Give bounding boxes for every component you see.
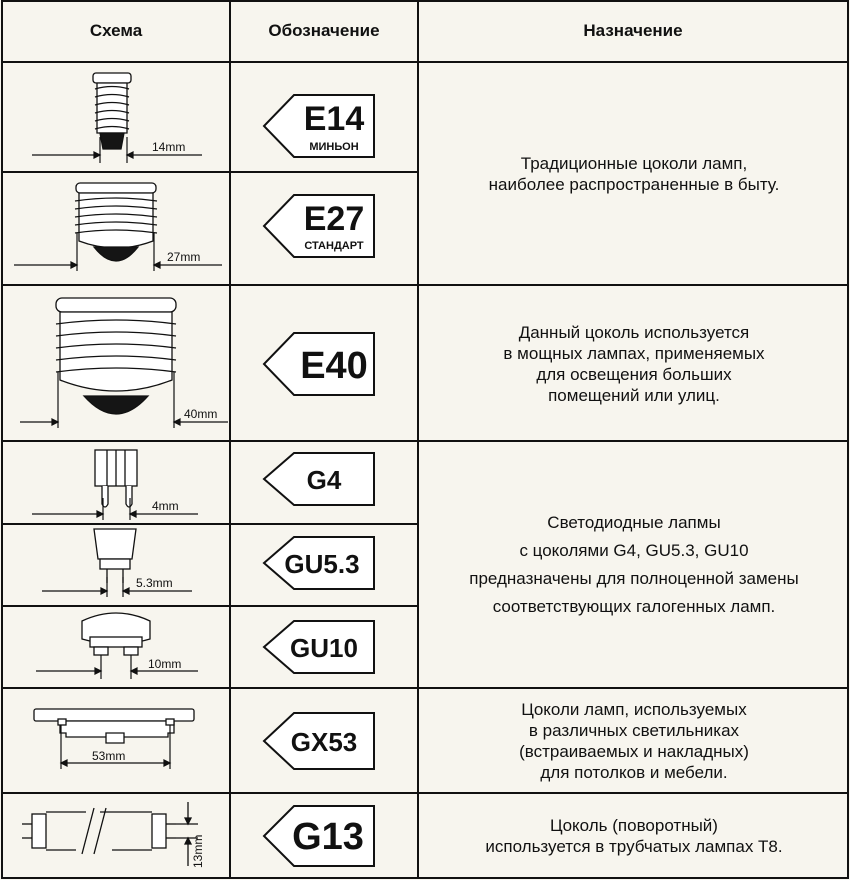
gu10-socket-icon [2,607,230,687]
gx53-socket-icon [2,689,230,792]
description-gx53 [420,689,848,793]
gu53-code: GU5.3 [284,549,360,579]
gx53-code: GX53 [290,727,358,757]
g13-tube-socket-icon [2,794,230,878]
gu10-code: GU10 [290,633,358,663]
e40-code: E40 [300,345,368,387]
tag-gu53 [230,525,418,605]
g4-pin-socket-icon [2,442,230,523]
tag-e14 [230,63,418,171]
tag-gx53 [230,689,418,792]
e14-code: E14 [303,100,365,138]
gx53-dimension: 53mm [92,749,126,763]
tag-gu10 [230,607,418,687]
description-g13 [420,794,848,878]
e40-dimension: 40mm [184,407,218,421]
gu53-pin-socket-icon [2,525,230,605]
gu53-dimension: 5.3mm [136,576,173,590]
description-g13-text: Цоколь (поворотный) используется в трубчатых лампах T8. [485,816,783,856]
e40-socket-icon [2,286,230,440]
tag-e27 [230,173,418,284]
e27-subtitle: СТАНДАРТ [304,240,364,252]
description-gx53-text: Цоколи ламп, используемых в различных светильниках (встраиваемых и накладных) для потолков и мебели. [519,700,749,782]
g13-code: G13 [292,816,364,858]
header-scheme: Схема [89,21,143,40]
e27-socket-icon [2,173,230,284]
g13-dimension: 13mm [191,834,205,868]
description-e40-text: Данный цоколь используется в мощных лампах, применяемых для освещения больших помещений или улиц. [503,322,765,405]
e14-dimension: 14mm [152,140,186,154]
e27-code: E27 [303,200,365,238]
tag-e40 [230,286,418,440]
description-led [420,442,848,688]
description-e14-e27-text: Традиционные цоколи ламп, наиболее распространенные в быту. [488,154,780,194]
header-designation: Обозначение [268,21,380,40]
e27-dimension: 27mm [167,250,201,264]
tag-g4 [230,442,418,523]
tag-g13 [230,794,418,878]
description-e40 [420,286,848,441]
description-led-text: Светодиодные лапмы с цоколями G4, GU5.3, GU10 предназначены для полноценной замены соответствующих галогенных ламп. [469,513,799,616]
header-purpose: Назначение [583,21,683,40]
g4-dimension: 4mm [152,499,179,513]
e14-socket-icon [2,63,230,171]
gu10-dimension: 10mm [148,657,182,671]
g4-code: G4 [306,465,342,495]
e14-subtitle: МИНЬОН [309,141,359,153]
description-e14-e27 [420,63,848,285]
